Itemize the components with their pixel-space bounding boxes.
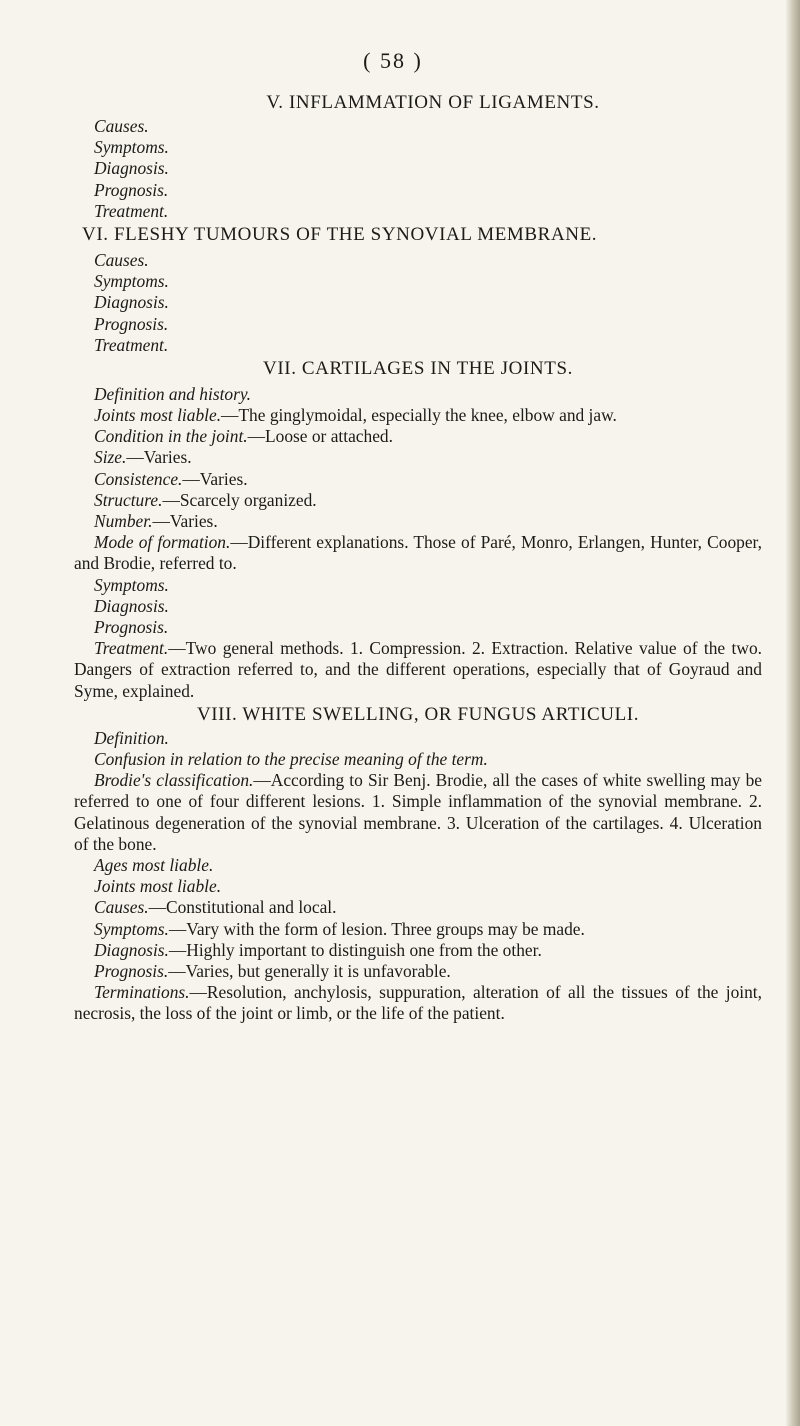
entry-joints-most-liable: Joints most liable. <box>94 876 222 897</box>
entry-treatment: Treatment.—Two general methods. 1. Compression. 2. Extraction. Relative value of the two. Dangers of extraction referred to, and the different operations, especially that of Goyraud and Syme, explained. <box>74 638 762 701</box>
entry-terminations: Terminations.—Resolution, anchylosis, suppuration, alteration of all the tissues of the joint, necrosis, the loss of the joint or limb, or the life of the patient. <box>74 982 762 1024</box>
entry-confusion: Confusion in relation to the precise meaning of the term. <box>94 749 488 770</box>
entry-definition-history: Definition and history. <box>94 383 251 404</box>
page-number: ( 58 ) <box>363 48 423 73</box>
entry-diagnosis: Diagnosis. <box>94 158 169 179</box>
entry-symptoms: Symptoms. <box>94 271 169 292</box>
entry-condition: Condition in the joint.—Loose or attached. <box>94 426 393 447</box>
entry-diagnosis: Diagnosis. <box>94 595 169 616</box>
entry-diagnosis: Diagnosis. <box>94 292 169 313</box>
entry-causes: Causes.—Constitutional and local. <box>94 897 337 918</box>
section-heading-viii: VIII. WHITE SWELLING, OR FUNGUS ARTICULI. <box>196 703 640 725</box>
entry-joints-most-liable: Joints most liable.—The ginglymoidal, especially the knee, elbow and jaw. <box>94 405 617 426</box>
entry-number: Number.—Varies. <box>94 511 218 532</box>
entry-causes: Causes. <box>94 116 149 136</box>
section-heading-vii: VII. CARTILAGES IN THE JOINTS. <box>263 357 573 379</box>
entry-prognosis: Prognosis. <box>94 617 169 638</box>
page-edge-shadow <box>786 0 800 1426</box>
entry-ages-most-liable: Ages most liable. <box>94 855 214 876</box>
page-content <box>74 90 762 1025</box>
entry-prognosis: Prognosis.—Varies, but generally it is unfavorable. <box>94 961 451 982</box>
entry-consistence: Consistence.—Varies. <box>94 468 248 489</box>
entry-definition: Definition. <box>94 727 169 748</box>
entry-prognosis: Prognosis. <box>94 313 169 334</box>
entry-symptoms: Symptoms.—Vary with the form of lesion. Three groups may be made. <box>94 918 585 939</box>
entry-diagnosis: Diagnosis.—Highly important to distinguish one from the other. <box>94 939 542 960</box>
entry-symptoms: Symptoms. <box>94 574 169 595</box>
entry-prognosis: Prognosis. <box>94 179 169 200</box>
entry-mode-of-formation: Mode of formation.—Different explanations. Those of Paré, Monro, Erlangen, Hunter, Cooper, and Brodie, referred to. <box>74 532 763 574</box>
section-heading-v: V. INFLAMMATION OF LIGAMENTS. <box>266 92 600 113</box>
entry-symptoms: Symptoms. <box>94 137 169 158</box>
entry-size: Size.—Varies. <box>94 447 192 468</box>
section-heading-vi: VI. FLESHY TUMOURS OF THE SYNOVIAL MEMBRANE. <box>82 223 598 245</box>
entry-causes: Causes. <box>94 249 149 270</box>
entry-treatment: Treatment. <box>94 334 169 355</box>
entry-treatment: Treatment. <box>94 200 169 221</box>
entry-brodie-classification: Brodie's classification.—According to Sir Benj. Brodie, all the cases of white swelling may be referred to one of four different lesions. 1. Simple inflammation of the synovial membrane. 2. Gelatinous degeneration of the synovial membrane. 3. Ulceration of the cartilages. 4. Ulceration of the bone. <box>74 770 762 854</box>
entry-structure: Structure.—Scarcely organized. <box>94 489 317 510</box>
